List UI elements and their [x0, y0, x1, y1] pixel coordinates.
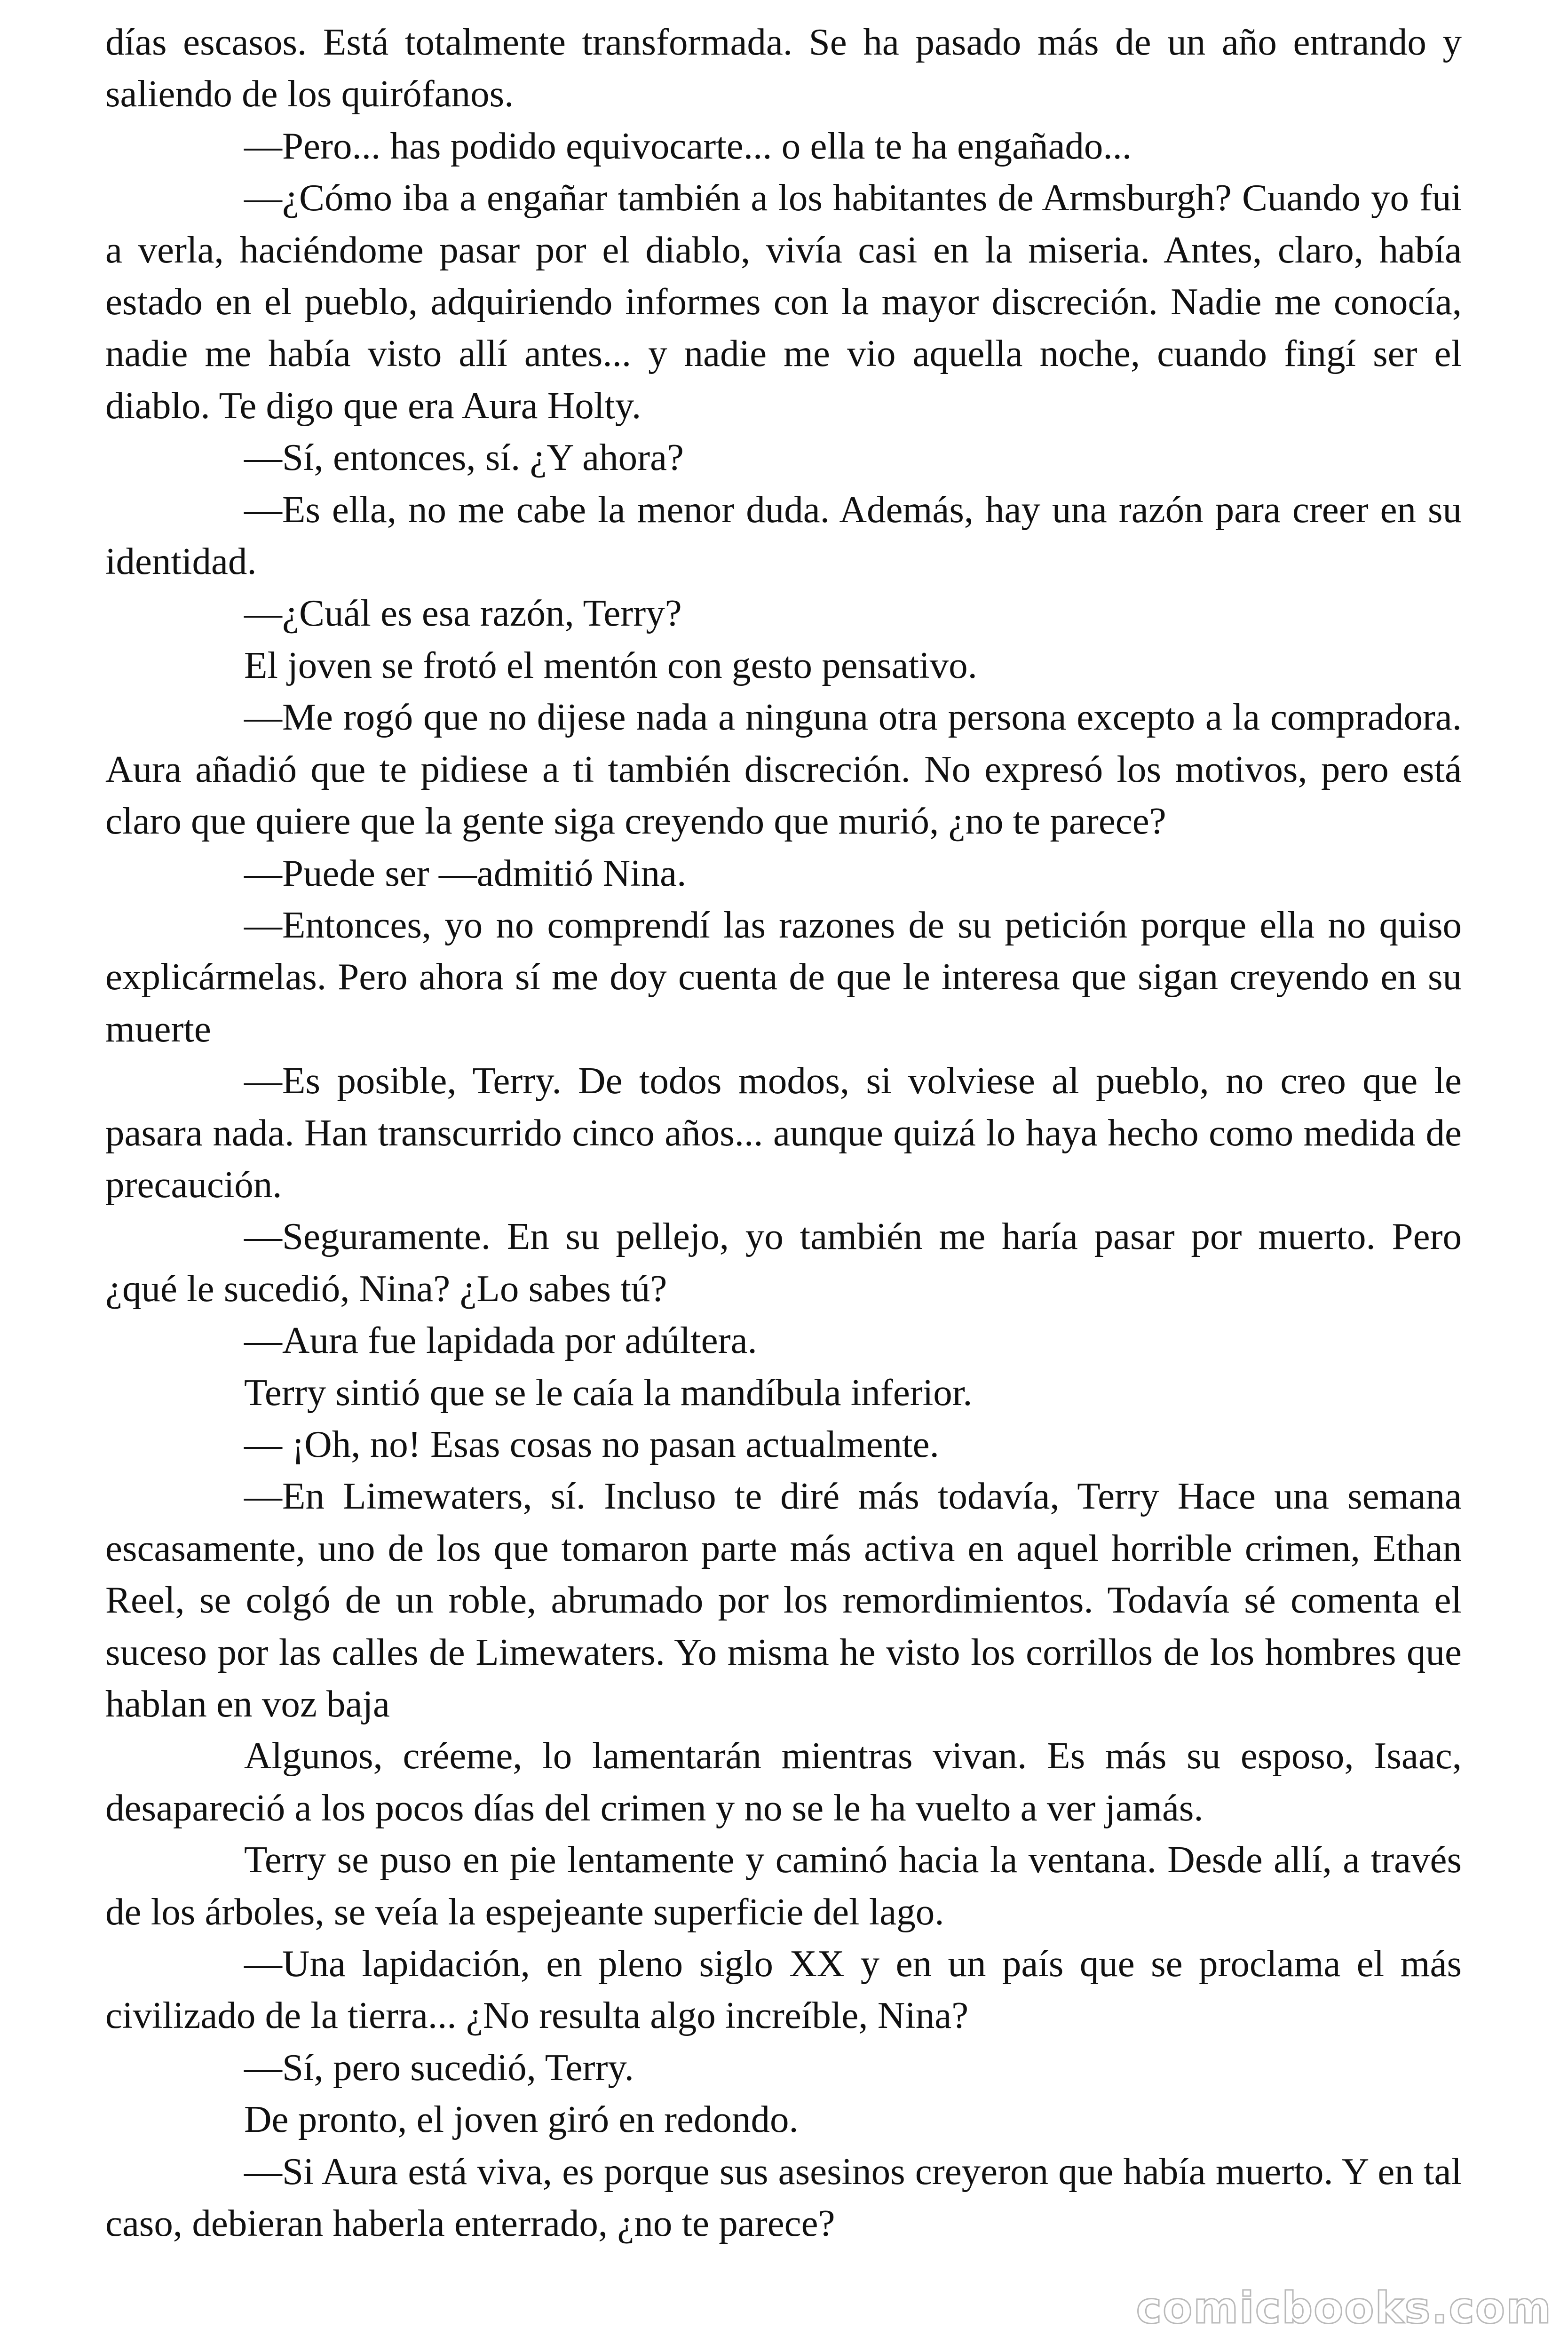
paragraph-5: —Es ella, no me cabe la menor duda. Además, hay una razón para creer en su identidad.	[105, 488, 1462, 583]
paragraph-16: —En Limewaters, sí. Incluso te diré más todavía, Terry Hace una semana escasamente, uno de los que tomaron parte más activa en aquel horrible crimen, Ethan Reel, se colgó de un roble, abrumado por los remordimientos. Todavía sé comenta el suceso por las calles de Limewaters. Yo misma he visto los corrillos de los hombres que hablan en voz baja	[105, 1475, 1462, 1725]
paragraph-7: El joven se frotó el mentón con gesto pensativo.	[244, 644, 977, 686]
paragraph-3: —¿Cómo iba a engañar también a los habitantes de Armsburgh? Cuando yo fui a verla, haciéndome pasar por el diablo, vivía casi en la miseria. Antes, claro, había estado en el pueblo, adquiriendo informes con la mayor discreción. Nadie me conocía, nadie me había visto allí antes... y nadie me vio aquella noche, cuando fingí ser el diablo. Te digo que era Aura Holty.	[105, 176, 1462, 427]
paragraph-6: —¿Cuál es esa razón, Terry?	[244, 592, 682, 635]
paragraph-13: —Aura fue lapidada por adúltera.	[244, 1319, 757, 1362]
paragraph-22: —Si Aura está viva, es porque sus asesinos creyeron que había muerto. Y en tal caso, debieran haberla enterrado, ¿no te parece?	[105, 2150, 1462, 2245]
paragraph-12: —Seguramente. En su pellejo, yo también me haría pasar por muerto. Pero ¿qué le sucedió, Nina? ¿Lo sabes tú?	[105, 1215, 1462, 1310]
paragraph-21: De pronto, el joven giró en redondo.	[244, 2098, 799, 2141]
book-page	[105, 16, 1462, 2249]
paragraph-19: —Una lapidación, en pleno siglo XX y en un país que se proclama el más civilizado de la tierra... ¿No resulta algo increíble, Nina?	[105, 1942, 1462, 2037]
paragraph-14: Terry sintió que se le caía la mandíbula inferior.	[244, 1371, 973, 1414]
paragraph-8: —Me rogó que no dijese nada a ninguna otra persona excepto a la compradora. Aura añadió que te pidiese a ti también discreción. No expresó los motivos, pero está claro que quiere que la gente siga creyendo que murió, ¿no te parece?	[105, 696, 1462, 842]
paragraph-4: —Sí, entonces, sí. ¿Y ahora?	[244, 436, 684, 479]
paragraph-18: Terry se puso en pie lentamente y caminó hacia la ventana. Desde allí, a través de los árboles, se veía la espejeante superficie del lago.	[105, 1838, 1462, 1933]
watermark-text: comicbooks.com	[1136, 2283, 1552, 2333]
paragraph-20: —Sí, pero sucedió, Terry.	[244, 2046, 634, 2089]
paragraph-15: — ¡Oh, no! Esas cosas no pasan actualmente.	[244, 1422, 939, 1465]
paragraph-2: —Pero... has podido equivocarte... o ella te ha engañado...	[244, 124, 1132, 167]
paragraph-11: —Es posible, Terry. De todos modos, si volviese al pueblo, no creo que le pasara nada. Han transcurrido cinco años... aunque quizá lo haya hecho como medida de precaución.	[105, 1059, 1462, 1206]
paragraph-10: —Entonces, yo no comprendí las razones de su petición porque ella no quiso explicármelas. Pero ahora sí me doy cuenta de que le interesa que sigan creyendo en su muerte	[105, 903, 1462, 1050]
paragraph-9: —Puede ser —admitió Nina.	[244, 851, 687, 894]
paragraph-1: días escasos. Está totalmente transformada. Se ha pasado más de un año entrando y saliendo de los quirófanos.	[105, 21, 1462, 115]
paragraph-17: Algunos, créeme, lo lamentarán mientras vivan. Es más su esposo, Isaac, desapareció a los pocos días del crimen y no se le ha vuelto a ver jamás.	[105, 1734, 1462, 1829]
